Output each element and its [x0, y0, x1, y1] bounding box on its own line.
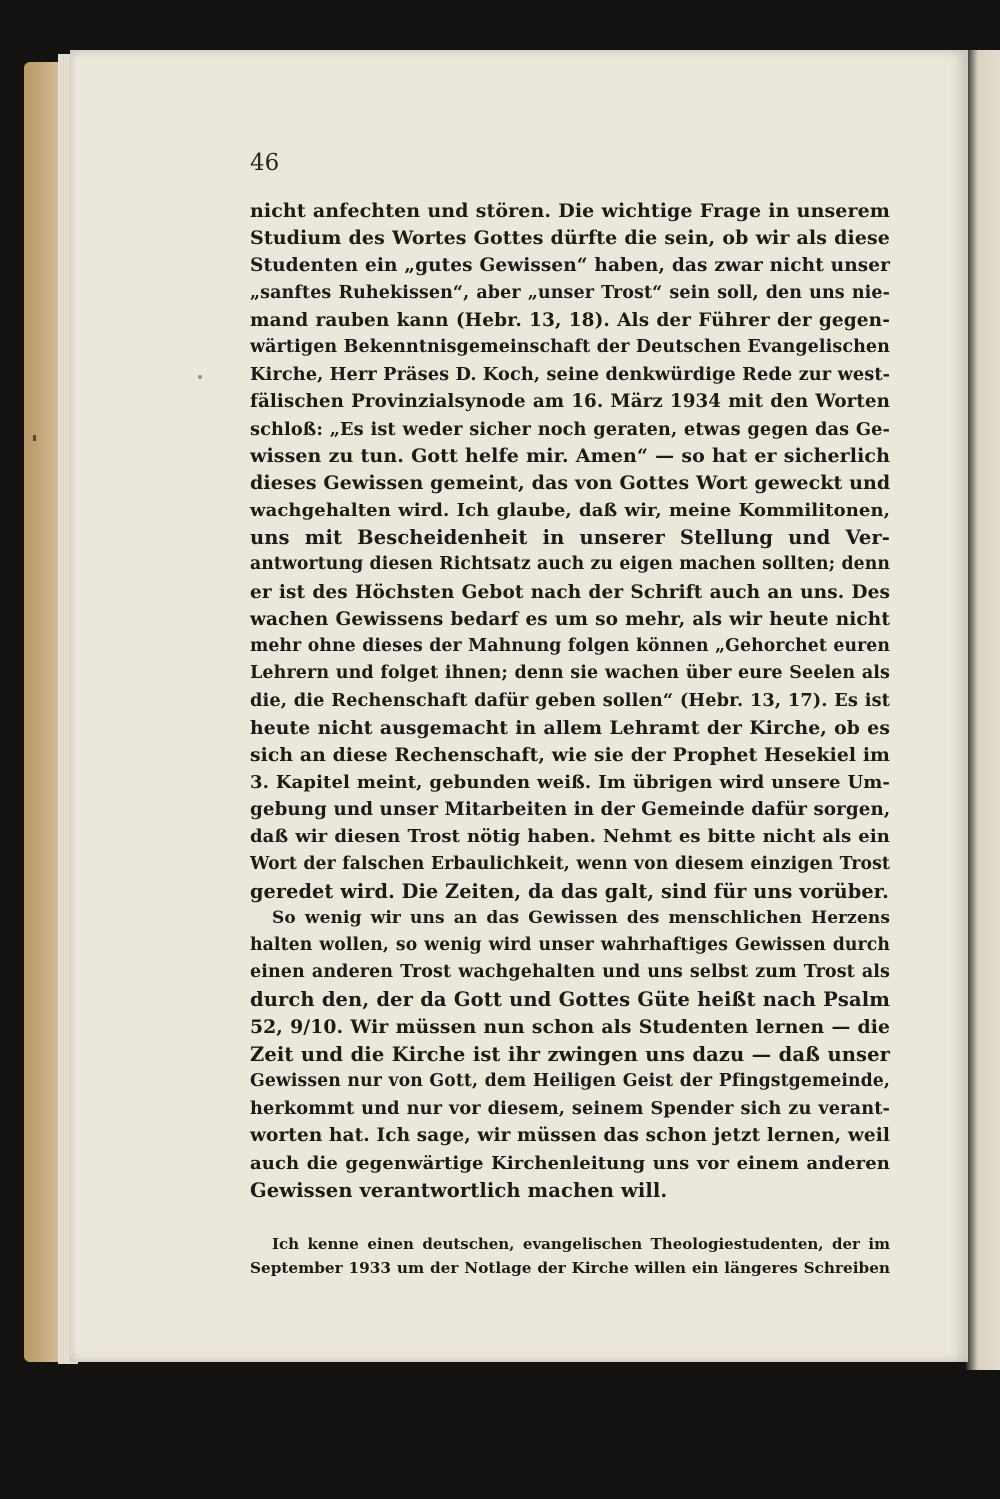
text-line: dieses Gewissen gemeint, das von Gottes Wort geweckt und — [250, 471, 891, 494]
text-line: geredet wird. Die Zeiten, da das galt, sind für uns vorüber. — [250, 879, 889, 903]
text-line: durch den, der da Gott und Gottes Güte heißt nach Psalm — [250, 988, 890, 1012]
text-line: 52, 9/10. Wir müssen nun schon als Studenten lernen — die — [250, 1015, 890, 1038]
body-text — [250, 198, 890, 1204]
text-line: wachen Gewissens bedarf es um so mehr, als wir heute nicht — [250, 608, 890, 630]
text-line: die, die Rechenschaft dafür geben sollen“ (Hebr. 13, 17). Es ist — [250, 690, 890, 712]
footnote-line: Ich kenne einen deutschen, evangelischen Theologiestudenten, der im — [272, 1235, 890, 1253]
text-line: Gewissen nur von Gott, dem Heiligen Geist der Pfingstgemeinde, — [250, 1071, 890, 1091]
text-line: „sanftes Ruhekissen“, aber „unser Trost“ sein soll, den uns nie- — [250, 282, 890, 303]
text-line: Wort der falschen Erbaulichkeit, wenn von diesem einzigen Trost — [250, 853, 890, 874]
text-line: gebung und unser Mitarbeiten in der Gemeinde dafür sorgen, — [250, 799, 891, 821]
text-line: mehr ohne dieses der Mahnung folgen können „Gehorchet euren — [250, 636, 890, 656]
text-line: Studenten ein „gutes Gewissen“ haben, das zwar nicht unser — [250, 255, 890, 277]
text-line: Zeit und die Kirche ist ihr zwingen uns dazu — daß unser — [250, 1042, 890, 1066]
text-line: daß wir diesen Trost nötig haben. Nehmt es bitte nicht als ein — [250, 826, 890, 848]
page-mark — [33, 435, 36, 441]
text-line: mand rauben kann (Hebr. 13, 18). Als der Führer der gegen- — [250, 309, 890, 331]
text-line: 3. Kapitel meint, gebunden weiß. Im übrigen wird unsere Um- — [250, 771, 890, 793]
text-line: Kirche, Herr Präses D. Koch, seine denkwürdige Rede zur west- — [250, 364, 891, 386]
text-line: wissen zu tun. Gott helfe mir. Amen“ — so hat er sicherlich — [250, 444, 890, 467]
text-line: herkommt und nur vor diesem, seinem Spender sich zu verant- — [250, 1098, 890, 1120]
text-line: er ist des Höchsten Gebot nach der Schrift auch an uns. Des — [250, 581, 890, 603]
text-line: Gewissen verantwortlich machen will. — [250, 1178, 668, 1202]
footnote — [250, 1232, 890, 1280]
facing-page-edge — [966, 50, 1000, 1370]
text-line: Lehrern und folget ihnen; denn sie wachen über eure Seelen als — [250, 663, 890, 684]
text-line: fälischen Provinzialsynode am 16. März 1934 mit den Worten — [250, 391, 890, 413]
footnote-line: September 1933 um der Notlage der Kirche willen ein längeres Schreiben — [250, 1259, 890, 1277]
text-line: wachgehalten wird. Ich glaube, daß wir, meine Kommilitonen, — [250, 500, 890, 522]
text-line: sich an diese Rechenschaft, wie sie der Prophet Hesekiel im — [250, 743, 890, 766]
page-number: 46 — [250, 150, 280, 176]
text-line: Studium des Wortes Gottes dürfte die sein, ob wir als diese — [250, 227, 890, 250]
text-line: wärtigen Bekenntnisgemeinschaft der Deutschen Evangelischen — [250, 336, 890, 357]
text-line: So wenig wir uns an das Gewissen des menschlichen Herzens — [272, 907, 890, 928]
text-line: antwortung diesen Richtsatz auch zu eigen machen sollten; denn — [250, 554, 890, 575]
text-line: uns mit Bescheidenheit in unserer Stellung und Ver- — [250, 526, 890, 550]
text-line: heute nicht ausgemacht in allem Lehramt der Kirche, ob es — [250, 716, 890, 739]
text-line: worten hat. Ich sage, wir müssen das schon jetzt lernen, weil — [250, 1125, 890, 1147]
text-line: halten wollen, so wenig wird unser wahrhaftiges Gewissen durch — [250, 935, 890, 956]
page-speck — [198, 375, 202, 379]
text-line: einen anderen Trost wachgehalten und uns selbst zum Trost als — [250, 962, 890, 983]
text-line: schloß: „Es ist weder sicher noch geraten, etwas gegen das Ge- — [250, 418, 890, 440]
text-line: nicht anfechten und stören. Die wichtige Frage in unserem — [250, 200, 890, 222]
text-line: auch die gegenwärtige Kirchenleitung uns vor einem anderen — [250, 1152, 890, 1174]
